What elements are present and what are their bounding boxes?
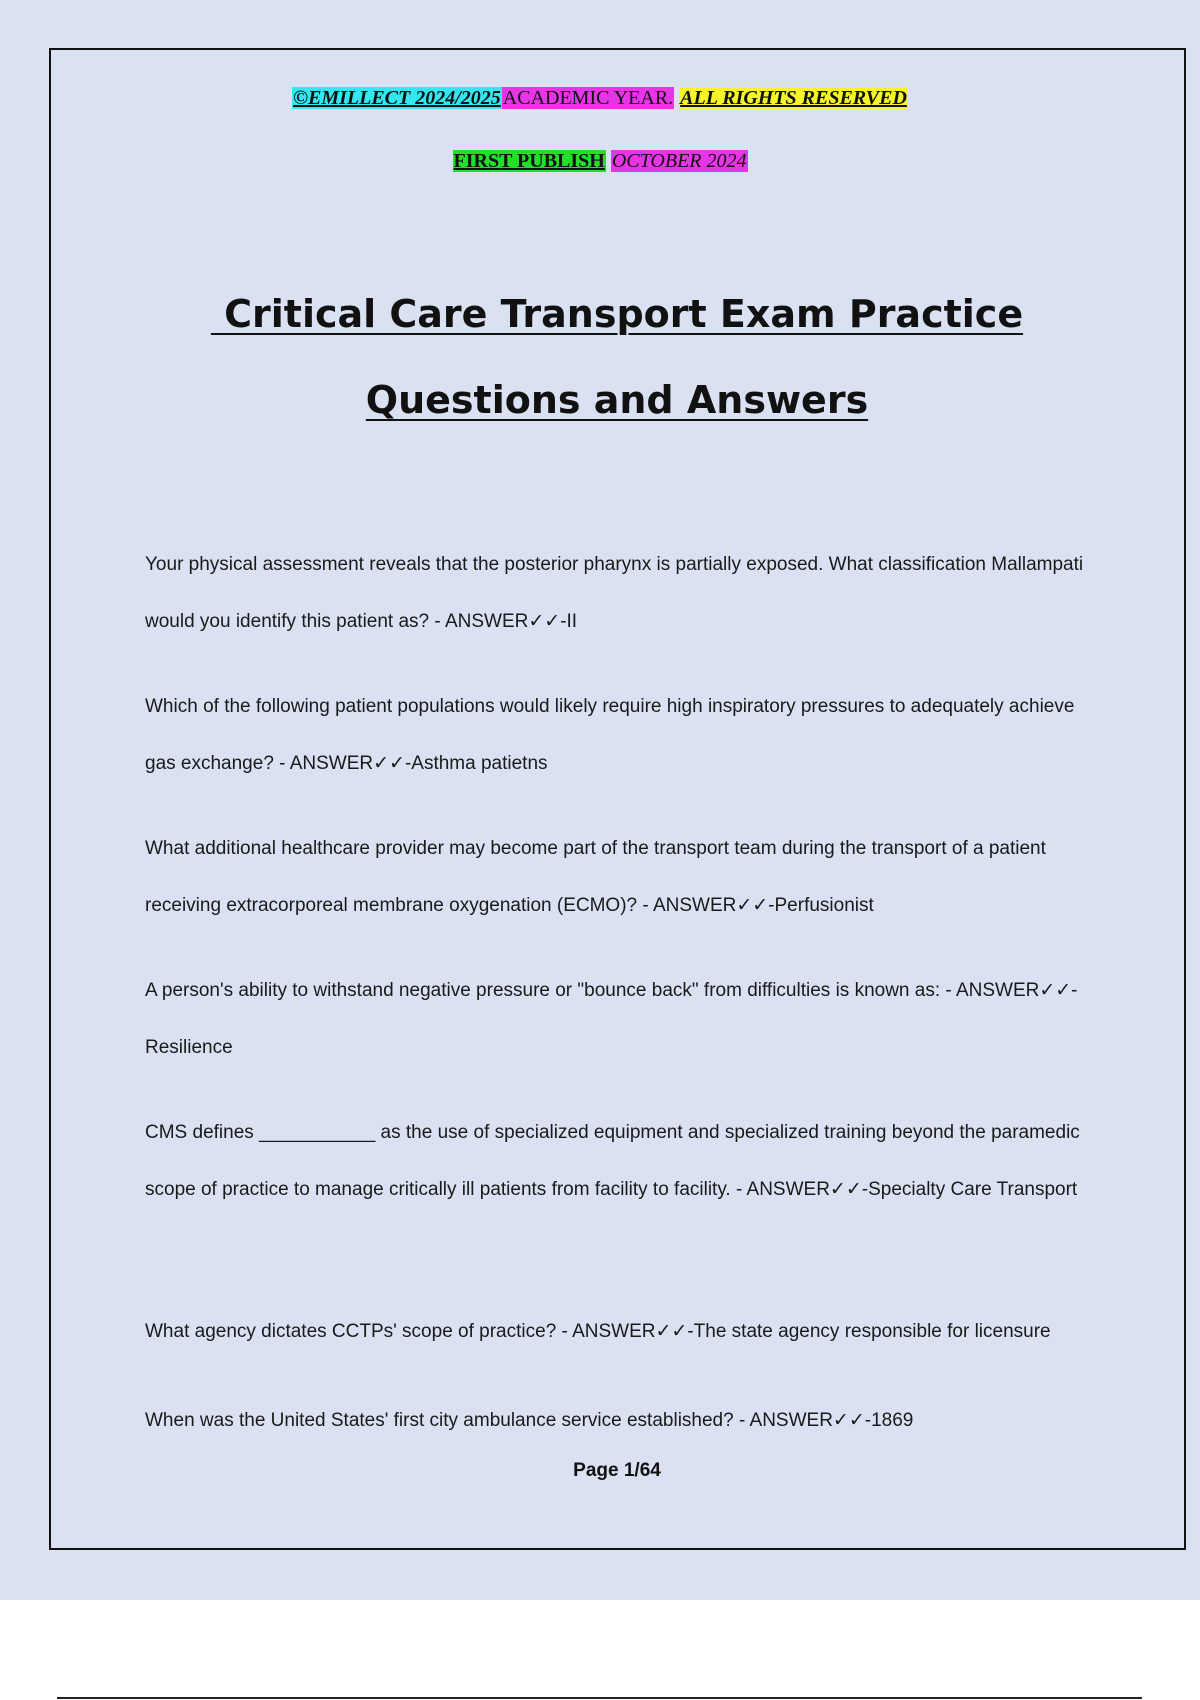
bottom-divider — [57, 1697, 1142, 1699]
publish-header — [0, 149, 1200, 173]
rights-label: ALL RIGHTS RESERVED — [680, 87, 907, 109]
copyright-header — [0, 86, 1200, 110]
qa-item: What agency dictates CCTPs' scope of practice? - ANSWER✓✓-The state agency responsible for licensure — [145, 1321, 1051, 1342]
document-title-line-1: Critical Care Transport Exam Practice — [210, 292, 1024, 336]
copyright-label: ©EMILLECT 2024/2025 — [293, 87, 501, 109]
academic-year-label: ACADEMIC YEAR. — [502, 87, 674, 109]
document-title-line-2: Questions and Answers — [365, 378, 869, 422]
qa-item: Which of the following patient populations would likely require high inspiratory pressures to adequately achieve gas exchange? - ANSWER✓✓-Asthma patietns — [145, 696, 1075, 774]
qa-item: Your physical assessment reveals that the posterior pharynx is partially exposed. What classification Mallampati would you identify this patient as? - ANSWER✓✓-II — [145, 554, 1084, 632]
page-number: Page 1/64 — [573, 1460, 661, 1481]
publish-date-label: OCTOBER 2024 — [611, 150, 747, 172]
qa-item: What additional healthcare provider may become part of the transport team during the transport of a patient receiving extracorporeal membrane oxygenation (ECMO)? - ANSWER✓✓-Perfusionist — [145, 838, 1046, 916]
qa-item: A person's ability to withstand negative pressure or "bounce back" from difficulties is known as: - ANSWER✓✓-Resilience — [145, 980, 1078, 1058]
qa-item: CMS defines ___________ as the use of specialized equipment and specialized training beyond the paramedic scope of practice to manage critically ill patients from facility to facility. - ANSWER✓✓-Specialty Care Transport — [145, 1122, 1080, 1200]
qa-item: When was the United States' first city ambulance service established? - ANSWER✓✓-1869 — [145, 1410, 914, 1431]
first-publish-label: FIRST PUBLISH — [453, 150, 605, 172]
